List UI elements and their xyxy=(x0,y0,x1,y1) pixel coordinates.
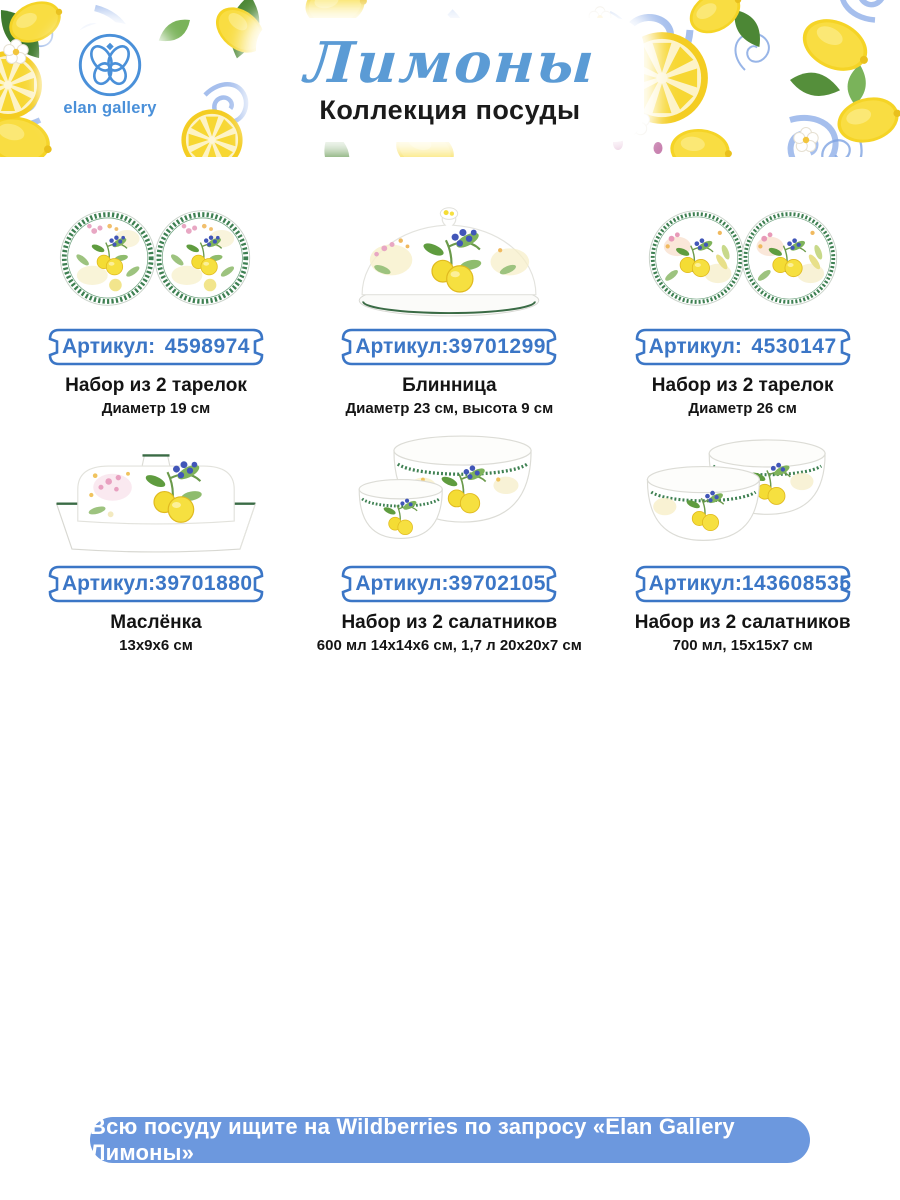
article-badge xyxy=(635,565,851,603)
product-name: Набор из 2 салатников xyxy=(634,612,851,633)
bowls-set-illustration xyxy=(309,427,589,563)
title-panel xyxy=(256,18,644,142)
product-size: Диаметр 26 см xyxy=(688,400,797,417)
bowls-set-illustration xyxy=(603,427,883,563)
article-label: Артикул: xyxy=(355,335,449,358)
product-card xyxy=(597,427,889,654)
product-size: 13х9х6 см xyxy=(119,637,193,654)
product-grid xyxy=(10,190,890,654)
article-number: 143608535 xyxy=(741,572,852,595)
product-card xyxy=(10,190,302,417)
product-size: Диаметр 19 см xyxy=(101,400,211,417)
article-label: Артикул: xyxy=(355,572,449,595)
footer-text: Всю посуду ищите на Wildberries по запросу «Elan Gallery Лимоны» xyxy=(90,1114,735,1165)
article-number: 39702105 xyxy=(448,572,546,595)
butterfly-icon xyxy=(77,32,143,98)
page-title: Лимоны xyxy=(302,29,598,96)
butter-dish-illustration xyxy=(16,427,296,563)
page-subtitle: Коллекция посуды xyxy=(319,94,581,125)
article-badge xyxy=(635,328,851,366)
article-label: Артикул: xyxy=(62,335,156,358)
product-card xyxy=(303,190,595,417)
plates-set-illustration xyxy=(16,190,296,326)
article-number: 4598974 xyxy=(164,335,250,358)
plates-set-illustration xyxy=(603,190,883,326)
footer-banner xyxy=(90,1114,810,1165)
article-badge xyxy=(48,565,264,603)
product-card xyxy=(10,427,302,654)
product-name: Маслёнка xyxy=(110,612,202,633)
article-label: Артикул: xyxy=(648,572,742,595)
article-badge xyxy=(341,328,557,366)
product-card xyxy=(303,427,595,654)
product-name: Набор из 2 тарелок xyxy=(651,375,834,396)
article-label: Артикул: xyxy=(648,335,742,358)
product-size: 700 мл, 15х15х7 см xyxy=(672,637,813,654)
product-name: Блинница xyxy=(402,375,497,396)
brand-name: elan gallery xyxy=(63,99,157,117)
article-number: 4530147 xyxy=(751,335,837,358)
brand-logo xyxy=(50,22,170,142)
product-name: Набор из 2 салатников xyxy=(341,612,558,633)
product-card xyxy=(597,190,889,417)
product-size: 600 мл 14х14х6 см, 1,7 л 20х20х7 см xyxy=(316,637,582,654)
article-badge xyxy=(48,328,264,366)
product-name: Набор из 2 тарелок xyxy=(65,375,247,396)
pancake-dish-illustration xyxy=(309,190,589,326)
article-number: 39701880 xyxy=(155,572,253,595)
article-number: 39701299 xyxy=(448,335,546,358)
header-banner xyxy=(0,0,900,157)
product-size: Диаметр 23 см, высота 9 см xyxy=(345,400,554,417)
article-label: Артикул: xyxy=(62,572,156,595)
article-badge xyxy=(341,565,557,603)
